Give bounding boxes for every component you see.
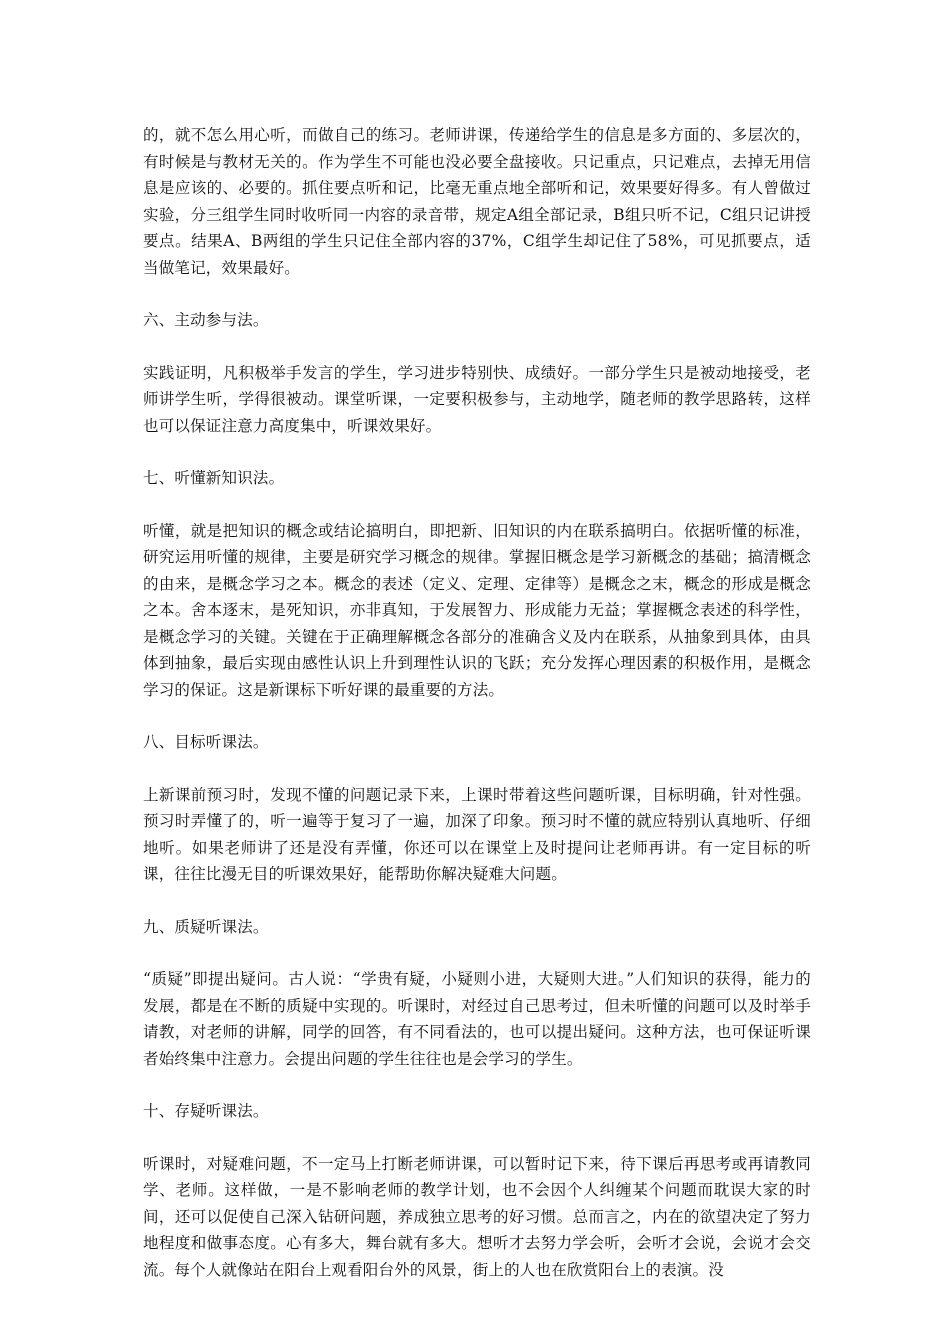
section-heading-7: 七、听懂新知识法。: [143, 469, 285, 487]
section-heading-10: 十、存疑听课法。: [143, 1102, 269, 1120]
paragraph-8: 上新课前预习时，发现不懂的问题记录下来，上课时带着这些问题听课，目标明确，针对性强。预习时弄懂了的，听一遍等于复习了一遍，加深了印象。预习时不懂的就应特别认真地听、仔细地听。如果老师讲了还是没有弄懂，你还可以在课堂上及时提问让老师再讲。有一定目标的听课，往往比漫无目的听课效果好，能帮助你解决疑难大问题。: [143, 785, 811, 883]
section-heading-8: 八、目标听课法。: [143, 733, 269, 751]
document-body: [143, 122, 811, 1309]
section-heading-9: 九、质疑听课法。: [143, 917, 269, 936]
paragraph-10: 听课时，对疑难问题，不一定马上打断老师讲课，可以暂时记下来，待下课后再思考或再请教同学、老师。这样做，一是不影响老师的教学计划，也不会因个人纠缠某个问题而耽误大家的时间，还可以促使自己深入钻研问题，养成独立思考的好习惯。总而言之，内在的欲望决定了努力地程度和做事态度。心有多大，舞台就有多大。想听才去努力学会听，会听才会说，会说才会交流。每个人就像站在阳台上观看阳台外的风景，街上的人也在欣赏阳台上的表演。没: [143, 1154, 811, 1279]
paragraph-7: 听懂，就是把知识的概念或结论搞明白，即把新、旧知识的内在联系搞明白。依据听懂的标准，研究运用听懂的规律，主要是研究学习概念的规律。掌握旧概念是学习新概念的基础；搞清概念的由来，是概念学习之本。概念的表述（定义、定理、定律等）是概念之末，概念的形成是概念之本。舍本逐末，是死知识，亦非真知，于发展智力、形成能力无益；掌握概念表述的科学性，是概念学习的关键。关键在于正确理解概念各部分的准确含义及内在联系，从抽象到具体，由具体到抽象，最后实现由感性认识上升到理性认识的飞跃；充分发挥心理因素的积极作用，是概念学习的保证。这是新课标下听好课的最重要的方法。: [143, 521, 811, 699]
paragraph-intro: 的，就不怎么用心听，而做自己的练习。老师讲课，传递给学生的信息是多方面的、多层次的，有时候是与教材无关的。作为学生不可能也没必要全盘接收。只记重点，只记难点，去掉无用信息是应该的、必要的。抓住要点听和记，比毫无重点地全部听和记，效果要好得多。有人曾做过实验，分三组学生同时收听同一内容的录音带，规定A组全部记录，B组只听不记，C组只记讲授要点。结果A、B两组的学生只记住全部内容的37%，C组学生却记住了58%，可见抓要点，适当做笔记，效果最好。: [143, 126, 811, 277]
section-heading-6: 六、主动参与法。: [143, 311, 269, 329]
paragraph-9: “质疑”即提出疑问。古人说：“学贵有疑，小疑则小进，大疑则大进。”人们知识的获得，能力的发展，都是在不断的质疑中实现的。听课时，对经过自己思考过，但未听懂的问题可以及时举手请教，对老师的讲解，同学的回答，有不同看法的，也可以提出疑问。这种方法，也可保证听课者始终集中注意力。会提出问题的学生往往也是会学习的学生。: [143, 970, 811, 1068]
paragraph-6: 实践证明，凡积极举手发言的学生，学习进步特别快、成绩好。一部分学生只是被动地接受，老师讲学生听，学得很被动。课堂听课，一定要积极参与，主动地学，随老师的教学思路转，这样也可以保证注意力高度集中，听课效果好。: [143, 363, 811, 435]
